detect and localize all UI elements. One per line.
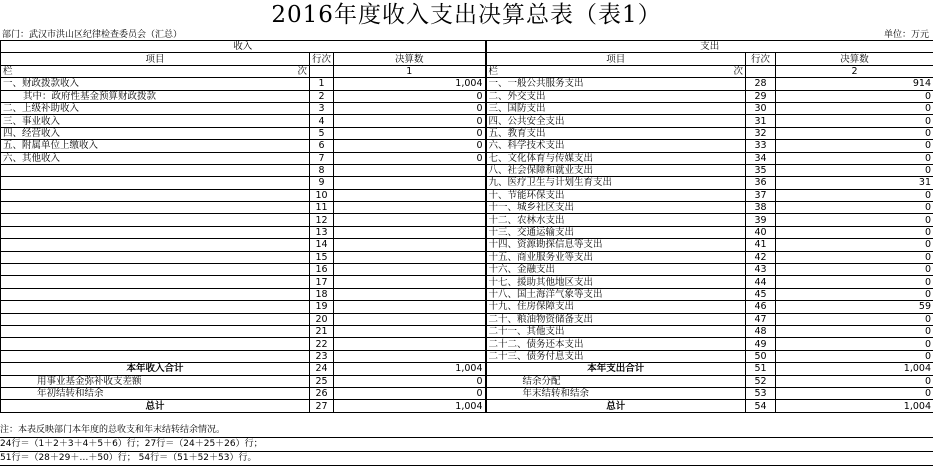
expense-amount: 0 xyxy=(776,152,933,164)
expense-row-no: 48 xyxy=(746,325,776,337)
expense-item: 十五、商业服务业等支出 xyxy=(486,251,746,263)
expense-row-no: 33 xyxy=(746,140,776,152)
table-row xyxy=(1,102,933,114)
expense-amount: 0 xyxy=(776,288,933,300)
income-summary-amount: 0 xyxy=(334,375,486,387)
income-amount xyxy=(334,251,486,263)
expense-summary-row-no: 51 xyxy=(746,363,776,375)
income-item xyxy=(1,226,310,238)
income-row-no: 3 xyxy=(310,102,334,114)
income-item xyxy=(1,264,310,276)
income-amount xyxy=(334,276,486,288)
column-header-row xyxy=(1,53,933,65)
table-row xyxy=(1,350,933,362)
expense-item: 十四、资源勘探信息等支出 xyxy=(486,239,746,251)
income-summary-amount: 0 xyxy=(334,387,486,399)
expense-amount: 0 xyxy=(776,189,933,201)
table-row xyxy=(1,140,933,152)
expense-amount: 0 xyxy=(776,102,933,114)
income-item xyxy=(1,239,310,251)
income-item: 二、上级补助收入 xyxy=(1,102,310,114)
expense-row-no: 34 xyxy=(746,152,776,164)
expense-row-no: 35 xyxy=(746,164,776,176)
table-row xyxy=(1,164,933,176)
income-section-header: 收入 xyxy=(1,41,486,53)
income-row-no: 16 xyxy=(310,264,334,276)
expense-item: 十八、国土海洋气象等支出 xyxy=(486,288,746,300)
table-row xyxy=(1,313,933,325)
summary-row xyxy=(1,363,933,375)
expense-lanci-cell: 栏 次 xyxy=(486,65,746,77)
expense-item: 十六、金融支出 xyxy=(486,264,746,276)
expense-col-index: 2 xyxy=(776,65,933,77)
department-label: 部门：武汉市洪山区纪律检查委员会（汇总） xyxy=(2,30,183,40)
income-item xyxy=(1,350,310,362)
expense-summary-row-no: 53 xyxy=(746,387,776,399)
income-row-no: 1 xyxy=(310,78,334,90)
income-amount xyxy=(334,301,486,313)
income-item xyxy=(1,338,310,350)
income-summary-row-no: 27 xyxy=(310,400,334,412)
expense-row-no: 42 xyxy=(746,251,776,263)
income-amount xyxy=(334,350,486,362)
expense-amount: 0 xyxy=(776,140,933,152)
income-summary-item: 总计 xyxy=(1,400,310,412)
expense-amount: 0 xyxy=(776,251,933,263)
expense-amount: 0 xyxy=(776,115,933,127)
income-amount xyxy=(334,325,486,337)
expense-row-no: 39 xyxy=(746,214,776,226)
expense-summary-amount: 0 xyxy=(776,375,933,387)
expense-summary-item: 结余分配 xyxy=(486,375,746,387)
budget-summary-table xyxy=(0,40,933,413)
expense-amount: 0 xyxy=(776,202,933,214)
table-row xyxy=(1,251,933,263)
expense-summary-amount: 1,004 xyxy=(776,400,933,412)
income-row-no: 15 xyxy=(310,251,334,263)
expense-item: 八、社会保障和就业支出 xyxy=(486,164,746,176)
expense-amount: 0 xyxy=(776,164,933,176)
expense-item: 二、外交支出 xyxy=(486,90,746,102)
report-title: 2016年度收入支出决算总表（表1） xyxy=(271,2,662,28)
expense-item: 十、节能环保支出 xyxy=(486,189,746,201)
income-row-no: 13 xyxy=(310,226,334,238)
expense-rowno-index xyxy=(746,65,776,77)
income-amount xyxy=(334,214,486,226)
expense-row-no: 36 xyxy=(746,177,776,189)
income-col-index: 1 xyxy=(334,65,486,77)
expense-row-no: 40 xyxy=(746,226,776,238)
income-row-no: 21 xyxy=(310,325,334,337)
expense-amount: 0 xyxy=(776,239,933,251)
income-amount xyxy=(334,264,486,276)
income-item xyxy=(1,313,310,325)
income-summary-amount: 1,004 xyxy=(334,363,486,375)
income-item xyxy=(1,276,310,288)
income-item xyxy=(1,214,310,226)
income-summary-amount: 1,004 xyxy=(334,400,486,412)
expense-row-no: 30 xyxy=(746,102,776,114)
income-item: 其中：政府性基金预算财政拨款 xyxy=(1,90,310,102)
table-row xyxy=(1,202,933,214)
expense-row-no: 43 xyxy=(746,264,776,276)
expense-row-no: 44 xyxy=(746,276,776,288)
summary-row xyxy=(1,387,933,399)
expense-amount: 31 xyxy=(776,177,933,189)
income-amount xyxy=(334,313,486,325)
income-rowno-index xyxy=(310,65,334,77)
expense-item: 十九、住房保障支出 xyxy=(486,301,746,313)
income-row-no: 10 xyxy=(310,189,334,201)
expense-item: 五、教育支出 xyxy=(486,127,746,139)
income-amount: 0 xyxy=(334,140,486,152)
table-row xyxy=(1,276,933,288)
income-amount xyxy=(334,239,486,251)
expense-amount: 0 xyxy=(776,325,933,337)
expense-item: 十一、城乡社区支出 xyxy=(486,202,746,214)
expense-amount: 0 xyxy=(776,90,933,102)
income-row-no: 2 xyxy=(310,90,334,102)
table-row xyxy=(1,239,933,251)
expense-amount: 0 xyxy=(776,313,933,325)
footnote-line: 24行＝（1＋2＋3＋4＋5＋6）行；27行＝（24＋25＋26）行； xyxy=(0,438,933,452)
income-row-no: 23 xyxy=(310,350,334,362)
expense-item: 九、医疗卫生与计划生育支出 xyxy=(486,177,746,189)
income-summary-row-no: 24 xyxy=(310,363,334,375)
expense-row-no: 49 xyxy=(746,338,776,350)
income-summary-row-no: 25 xyxy=(310,375,334,387)
expense-summary-item: 年末结转和结余 xyxy=(486,387,746,399)
income-row-no: 7 xyxy=(310,152,334,164)
expense-item: 二十三、债务付息支出 xyxy=(486,350,746,362)
income-amount xyxy=(334,164,486,176)
income-amount: 0 xyxy=(334,115,486,127)
expense-item-header: 项目 xyxy=(486,53,746,65)
income-item: 五、附属单位上缴收入 xyxy=(1,140,310,152)
expense-section-header: 支出 xyxy=(486,41,933,53)
expense-row-no: 41 xyxy=(746,239,776,251)
expense-row-no: 32 xyxy=(746,127,776,139)
income-row-no: 17 xyxy=(310,276,334,288)
expense-amount: 0 xyxy=(776,264,933,276)
income-amount xyxy=(334,177,486,189)
income-item xyxy=(1,202,310,214)
expense-row-no: 31 xyxy=(746,115,776,127)
table-row xyxy=(1,90,933,102)
table-row xyxy=(1,189,933,201)
expense-item: 二十、粮油物资储备支出 xyxy=(486,313,746,325)
income-lanci-cell: 栏 次 xyxy=(1,65,310,77)
expense-row-no: 46 xyxy=(746,301,776,313)
income-item-header: 项目 xyxy=(1,53,310,65)
table-row xyxy=(1,78,933,90)
expense-item: 二十二、债务还本支出 xyxy=(486,338,746,350)
column-index-row xyxy=(1,65,933,77)
table-row xyxy=(1,177,933,189)
expense-item: 十七、援助其他地区支出 xyxy=(486,276,746,288)
income-amount: 0 xyxy=(334,90,486,102)
expense-item: 二十一、其他支出 xyxy=(486,325,746,337)
income-summary-item: 用事业基金弥补收支差额 xyxy=(1,375,310,387)
income-amount xyxy=(334,189,486,201)
table-row xyxy=(1,214,933,226)
table-row xyxy=(1,127,933,139)
income-row-no: 18 xyxy=(310,288,334,300)
income-row-no: 4 xyxy=(310,115,334,127)
expense-item: 十三、交通运输支出 xyxy=(486,226,746,238)
income-amount xyxy=(334,202,486,214)
expense-summary-row-no: 54 xyxy=(746,400,776,412)
table-row xyxy=(1,115,933,127)
expense-amount: 0 xyxy=(776,350,933,362)
income-row-no: 9 xyxy=(310,177,334,189)
expense-amount: 0 xyxy=(776,127,933,139)
expense-item: 六、科学技术支出 xyxy=(486,140,746,152)
income-item: 一、财政拨款收入 xyxy=(1,78,310,90)
income-item xyxy=(1,301,310,313)
footnote-line: 注：本表反映部门本年度的总收支和年末结转结余情况。 xyxy=(0,424,933,438)
table-row xyxy=(1,325,933,337)
section-header-row xyxy=(1,41,933,53)
income-amount xyxy=(334,288,486,300)
expense-summary-amount: 1,004 xyxy=(776,363,933,375)
table-row xyxy=(1,226,933,238)
expense-amount: 914 xyxy=(776,78,933,90)
table-row xyxy=(1,152,933,164)
table-row xyxy=(1,288,933,300)
income-rowno-header: 行次 xyxy=(310,53,334,65)
expense-row-no: 47 xyxy=(746,313,776,325)
expense-row-no: 29 xyxy=(746,90,776,102)
income-item: 六、其他收入 xyxy=(1,152,310,164)
expense-summary-item: 本年支出合计 xyxy=(486,363,746,375)
income-summary-row-no: 26 xyxy=(310,387,334,399)
income-amount: 0 xyxy=(334,152,486,164)
expense-item: 一、一般公共服务支出 xyxy=(486,78,746,90)
expense-item: 四、公共安全支出 xyxy=(486,115,746,127)
expense-amount: 59 xyxy=(776,301,933,313)
income-row-no: 6 xyxy=(310,140,334,152)
income-item xyxy=(1,325,310,337)
income-amount-header: 决算数 xyxy=(334,53,486,65)
income-row-no: 14 xyxy=(310,239,334,251)
expense-amount: 0 xyxy=(776,276,933,288)
footnote-line: 51行＝（28＋29＋…＋50）行； 54行＝（51＋52＋53）行。 xyxy=(0,452,933,466)
expense-rowno-header: 行次 xyxy=(746,53,776,65)
expense-amount: 0 xyxy=(776,338,933,350)
expense-summary-amount: 0 xyxy=(776,387,933,399)
income-amount xyxy=(334,338,486,350)
expense-row-no: 38 xyxy=(746,202,776,214)
expense-row-no: 50 xyxy=(746,350,776,362)
income-item: 三、事业收入 xyxy=(1,115,310,127)
income-item xyxy=(1,251,310,263)
expense-item: 三、国防支出 xyxy=(486,102,746,114)
expense-amount-header: 决算数 xyxy=(776,53,933,65)
income-row-no: 22 xyxy=(310,338,334,350)
income-amount: 0 xyxy=(334,127,486,139)
income-item xyxy=(1,177,310,189)
income-amount xyxy=(334,226,486,238)
income-row-no: 11 xyxy=(310,202,334,214)
income-item xyxy=(1,164,310,176)
table-row xyxy=(1,301,933,313)
income-item: 四、经营收入 xyxy=(1,127,310,139)
income-amount: 0 xyxy=(334,102,486,114)
income-item xyxy=(1,288,310,300)
income-summary-item: 本年收入合计 xyxy=(1,363,310,375)
income-row-no: 20 xyxy=(310,313,334,325)
income-item xyxy=(1,189,310,201)
summary-row xyxy=(1,375,933,387)
income-summary-item: 年初结转和结余 xyxy=(1,387,310,399)
expense-amount: 0 xyxy=(776,214,933,226)
unit-label: 单位：万元 xyxy=(883,30,929,40)
expense-summary-item: 总计 xyxy=(486,400,746,412)
expense-item: 十二、农林水支出 xyxy=(486,214,746,226)
expense-row-no: 45 xyxy=(746,288,776,300)
income-row-no: 12 xyxy=(310,214,334,226)
expense-amount: 0 xyxy=(776,226,933,238)
income-amount: 1,004 xyxy=(334,78,486,90)
expense-item: 七、文化体育与传媒支出 xyxy=(486,152,746,164)
table-row xyxy=(1,338,933,350)
expense-row-no: 28 xyxy=(746,78,776,90)
table-row xyxy=(1,264,933,276)
income-row-no: 19 xyxy=(310,301,334,313)
income-row-no: 5 xyxy=(310,127,334,139)
summary-row xyxy=(1,400,933,412)
expense-row-no: 37 xyxy=(746,189,776,201)
expense-summary-row-no: 52 xyxy=(746,375,776,387)
income-row-no: 8 xyxy=(310,164,334,176)
